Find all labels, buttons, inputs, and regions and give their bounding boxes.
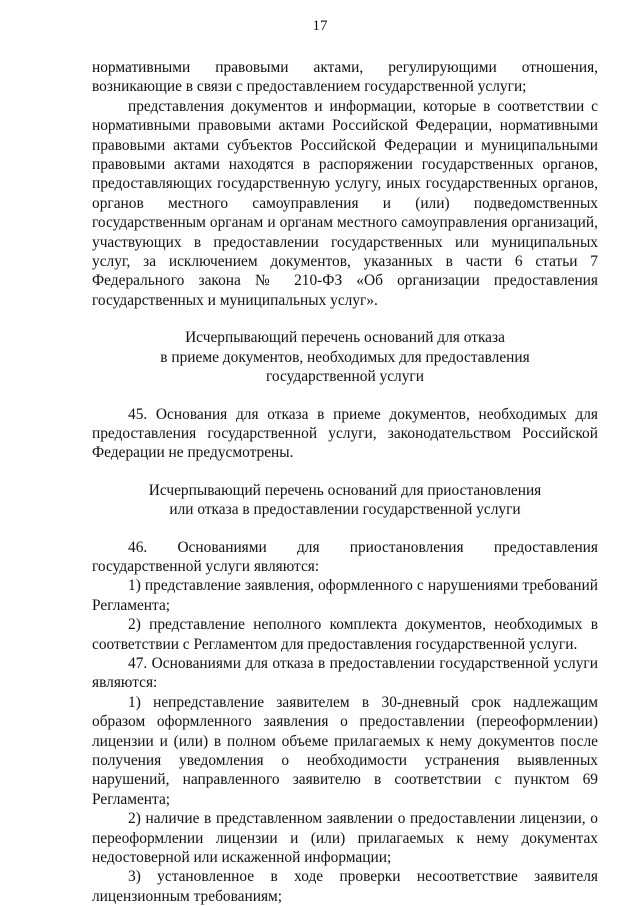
paragraph-continuation: нормативными правовыми актами, регулирующими отношения, возникающие в связи с предоставлением государственной услуги;: [92, 59, 598, 96]
paragraph-documents-info: представления документов и информации, которые в соответствии с нормативными правовыми актами Российской Федерации, нормативными правовыми актами субъектов Российской Федерации и муниципальными правовыми актами находятся в распоряжении государственных органов, предоставляющих государственную услугу, иных государственных органов, органов местного самоуправления и (или) подведомственных государственным органам и органам местного самоуправления организаций, участвующих в предоставлении государственных или муниципальных услуг, за исключением документов, указанных в части 6 статьи 7 Федерального закона № 210-ФЗ «Об организации предоставления государственных и муниципальных услуг».: [92, 97, 598, 309]
page-number: 17: [312, 18, 328, 34]
heading-line: Исчерпывающий перечень оснований для приостановления: [148, 481, 542, 499]
paragraph-47: 47. Основаниями для отказа в предоставлении государственной услуги являются:: [92, 654, 598, 692]
document-body: [92, 58, 598, 906]
heading-line: в приеме документов, необходимых для предоставления: [160, 348, 530, 366]
section-heading-suspension-refusal: [92, 481, 598, 520]
paragraph-46-item-1: 1) представление заявления, оформленного с нарушениями требований Регламента;: [92, 577, 598, 614]
paragraph-47-item-2: 2) наличие в представленном заявлении о предоставлении лицензии, о переоформлении лицензии и (или) прилагаемых к нему документах недостоверной или искаженной информации;: [92, 810, 598, 867]
paragraph-46: 46. Основаниями для приостановления предоставления государственной услуги являются:: [92, 538, 598, 575]
paragraph-46-item-2: 2) представление неполного комплекта документов, необходимых в соответствии с Регламентом для предоставления государственной услуги.: [92, 616, 598, 653]
heading-line: или отказа в предоставлении государственной услуги: [169, 501, 521, 519]
heading-line: государственной услуги: [266, 368, 424, 386]
paragraph-45: 45. Основания для отказа в приеме документов, необходимых для предоставления государственной услуги, законодательством Российской Федерации не предусмотрены.: [92, 405, 598, 462]
heading-line: Исчерпывающий перечень оснований для отказа: [185, 329, 505, 347]
section-heading-refusal-acceptance: [92, 328, 598, 386]
paragraph-47-item-1: 1) непредставление заявителем в 30-дневный срок надлежащим образом оформленного заявления о предоставлении (переоформлении) лицензии и (или) в полном объеме прилагаемых к нему документов после получения уведомления о необходимости устранения выявленных нарушений, направленного заявителю в соответствии с пунктом 69 Регламента;: [92, 693, 598, 808]
paragraph-47-item-3: 3) установленное в ходе проверки несоответствие заявителя лицензионным требованиям;: [92, 868, 598, 905]
